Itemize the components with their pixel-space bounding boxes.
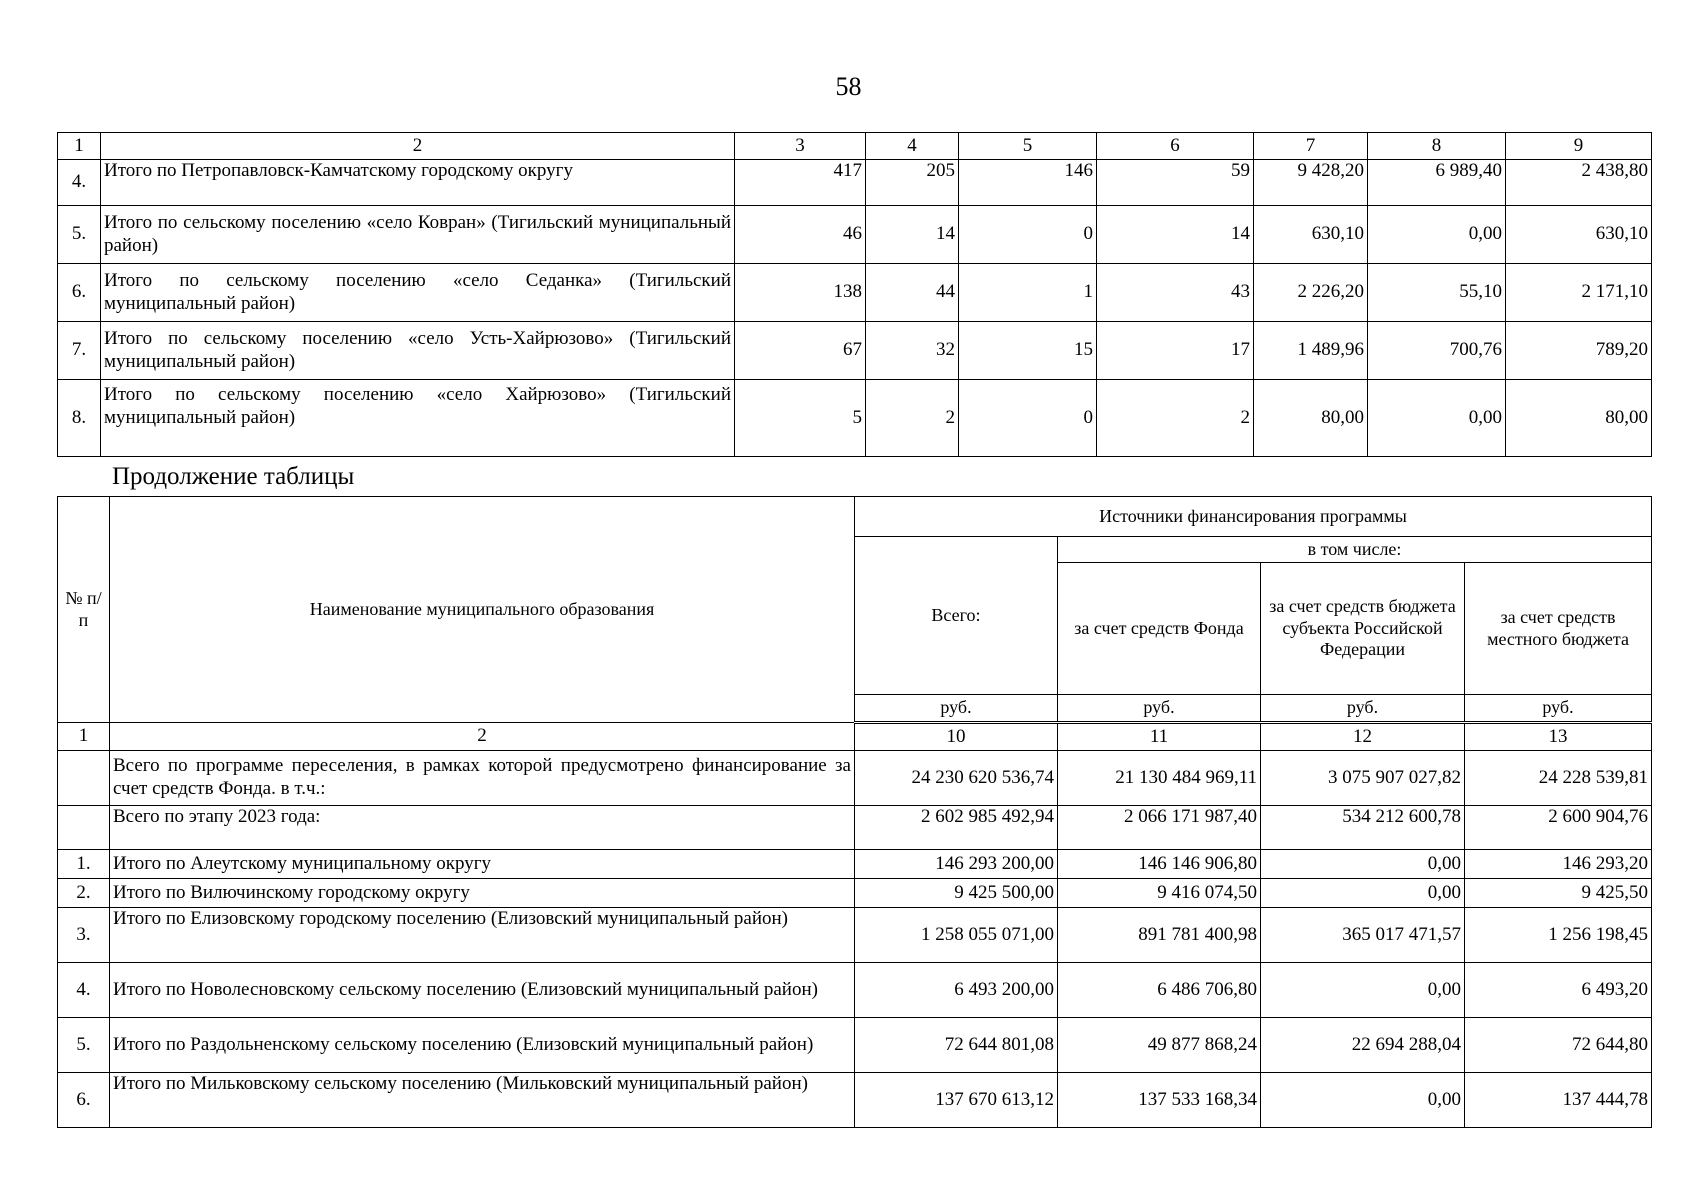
cell-value: 2 066 171 987,40 [1058, 806, 1261, 850]
header-local-budget: за счет средств местного бюджета [1465, 563, 1652, 695]
table-row [58, 206, 1652, 264]
header-total: Всего: [855, 537, 1058, 695]
row-name: Итого по Мильковскому сельскому поселению (Мильковский муниципальный район) [110, 1073, 855, 1128]
unit-label: руб. [1261, 695, 1465, 723]
cell-value: 0,00 [1368, 380, 1506, 457]
cell-value: 2 226,20 [1254, 264, 1368, 322]
cell-value: 80,00 [1506, 380, 1652, 457]
cell-value: 17 [1097, 322, 1254, 380]
financing-table [57, 496, 1652, 1128]
cell-value: 2 [1097, 380, 1254, 457]
cell-value: 891 781 400,98 [1058, 908, 1261, 963]
cell-value: 9 425 500,00 [855, 879, 1058, 908]
cell-value: 146 293,20 [1465, 850, 1652, 879]
header-row [58, 497, 1652, 537]
cell-value: 700,76 [1368, 322, 1506, 380]
row-number: 6. [58, 1073, 110, 1128]
row-number: 7. [58, 322, 101, 380]
row-number: 8. [58, 380, 101, 457]
row-number: 4. [58, 963, 110, 1018]
cell-value: 205 [866, 160, 959, 206]
table-row [58, 380, 1652, 457]
cell-value: 0,00 [1261, 879, 1465, 908]
row-name: Итого по Вилючинскому городскому округу [110, 879, 855, 908]
cell-value: 14 [866, 206, 959, 264]
row-name: Итого по Новолесновскому сельскому поселению (Елизовский муниципальный район) [110, 963, 855, 1018]
table-row [58, 806, 1652, 850]
cell-value: 365 017 471,57 [1261, 908, 1465, 963]
cell-value: 534 212 600,78 [1261, 806, 1465, 850]
cell-value: 146 146 906,80 [1058, 850, 1261, 879]
table-row [58, 908, 1652, 963]
row-number [58, 806, 110, 850]
column-number-row [58, 133, 1652, 160]
cell-value: 24 228 539,81 [1465, 751, 1652, 806]
table-row [58, 879, 1652, 908]
municipality-name: Итого по сельскому поселению «село Хайрюзово» (Тигильский муниципальный район) [101, 380, 735, 457]
cell-value: 417 [735, 160, 866, 206]
header-including: в том числе: [1058, 537, 1652, 563]
row-name: Итого по Елизовскому городскому поселению (Елизовский муниципальный район) [110, 908, 855, 963]
header-fund: за счет средств Фонда [1058, 563, 1261, 695]
table-row [58, 963, 1652, 1018]
table-row [58, 850, 1652, 879]
cell-value: 6 493 200,00 [855, 963, 1058, 1018]
cell-value: 9 416 074,50 [1058, 879, 1261, 908]
cell-value: 59 [1097, 160, 1254, 206]
col-number: 1 [58, 723, 110, 751]
municipality-name: Итого по сельскому поселению «село Ковран» (Тигильский муниципальный район) [101, 206, 735, 264]
cell-value: 43 [1097, 264, 1254, 322]
cell-value: 46 [735, 206, 866, 264]
row-name: Итого по Раздольненскому сельскому поселению (Елизовский муниципальный район) [110, 1018, 855, 1073]
row-number: 2. [58, 879, 110, 908]
cell-value: 630,10 [1506, 206, 1652, 264]
cell-value: 1 489,96 [1254, 322, 1368, 380]
housing-table-part1 [57, 132, 1652, 457]
cell-value: 14 [1097, 206, 1254, 264]
cell-value: 146 [959, 160, 1097, 206]
header-num: № п/п [58, 497, 110, 723]
col-number: 3 [735, 133, 866, 160]
cell-value: 2 438,80 [1506, 160, 1652, 206]
cell-value: 789,20 [1506, 322, 1652, 380]
col-number: 7 [1254, 133, 1368, 160]
cell-value: 67 [735, 322, 866, 380]
col-number: 2 [101, 133, 735, 160]
table-row [58, 1073, 1652, 1128]
cell-value: 22 694 288,04 [1261, 1018, 1465, 1073]
cell-value: 6 493,20 [1465, 963, 1652, 1018]
unit-label: руб. [1058, 695, 1261, 723]
cell-value: 137 670 613,12 [855, 1073, 1058, 1128]
cell-value: 137 533 168,34 [1058, 1073, 1261, 1128]
cell-value: 24 230 620 536,74 [855, 751, 1058, 806]
table-row [58, 322, 1652, 380]
column-number-row [58, 723, 1652, 751]
unit-label: руб. [1465, 695, 1652, 723]
cell-value: 15 [959, 322, 1097, 380]
table-row [58, 160, 1652, 206]
col-number: 1 [58, 133, 101, 160]
row-name: Итого по Алеутскому муниципальному округу [110, 850, 855, 879]
unit-label: руб. [855, 695, 1058, 723]
row-number: 3. [58, 908, 110, 963]
cell-value: 146 293 200,00 [855, 850, 1058, 879]
cell-value: 138 [735, 264, 866, 322]
cell-value: 2 600 904,76 [1465, 806, 1652, 850]
municipality-name: Итого по Петропавловск-Камчатскому городскому округу [101, 160, 735, 206]
col-number: 12 [1261, 723, 1465, 751]
row-number: 5. [58, 1018, 110, 1073]
col-number: 9 [1506, 133, 1652, 160]
row-number [58, 751, 110, 806]
continuation-title: Продолжение таблицы [112, 463, 355, 490]
header-subject-budget: за счет средств бюджета субъекта Российской Федерации [1261, 563, 1465, 695]
row-number: 6. [58, 264, 101, 322]
row-name: Всего по программе переселения, в рамках которой предусмотрено финансирование за счет средств Фонда. в т.ч.: [110, 751, 855, 806]
cell-value: 72 644 801,08 [855, 1018, 1058, 1073]
cell-value: 49 877 868,24 [1058, 1018, 1261, 1073]
row-number: 1. [58, 850, 110, 879]
cell-value: 55,10 [1368, 264, 1506, 322]
cell-value: 0 [959, 380, 1097, 457]
cell-value: 1 256 198,45 [1465, 908, 1652, 963]
cell-value: 3 075 907 027,82 [1261, 751, 1465, 806]
cell-value: 0 [959, 206, 1097, 264]
municipality-name: Итого по сельскому поселению «село Седанка» (Тигильский муниципальный район) [101, 264, 735, 322]
table-row [58, 264, 1652, 322]
col-number: 5 [959, 133, 1097, 160]
col-number: 10 [855, 723, 1058, 751]
cell-value: 630,10 [1254, 206, 1368, 264]
col-number: 11 [1058, 723, 1261, 751]
col-number: 2 [110, 723, 855, 751]
row-name: Всего по этапу 2023 года: [110, 806, 855, 850]
cell-value: 0,00 [1261, 850, 1465, 879]
cell-value: 6 989,40 [1368, 160, 1506, 206]
cell-value: 80,00 [1254, 380, 1368, 457]
cell-value: 44 [866, 264, 959, 322]
row-number: 4. [58, 160, 101, 206]
col-number: 4 [866, 133, 959, 160]
cell-value: 0,00 [1261, 1073, 1465, 1128]
cell-value: 2 602 985 492,94 [855, 806, 1058, 850]
header-name: Наименование муниципального образования [110, 497, 855, 723]
cell-value: 2 171,10 [1506, 264, 1652, 322]
header-sources: Источники финансирования программы [855, 497, 1652, 537]
cell-value: 72 644,80 [1465, 1018, 1652, 1073]
cell-value: 1 258 055 071,00 [855, 908, 1058, 963]
cell-value: 9 425,50 [1465, 879, 1652, 908]
cell-value: 6 486 706,80 [1058, 963, 1261, 1018]
municipality-name: Итого по сельскому поселению «село Усть-Хайрюзово» (Тигильский муниципальный район) [101, 322, 735, 380]
cell-value: 21 130 484 969,11 [1058, 751, 1261, 806]
col-number: 6 [1097, 133, 1254, 160]
cell-value: 0,00 [1368, 206, 1506, 264]
cell-value: 1 [959, 264, 1097, 322]
table-row [58, 751, 1652, 806]
col-number: 8 [1368, 133, 1506, 160]
table-row [58, 1018, 1652, 1073]
row-number: 5. [58, 206, 101, 264]
cell-value: 137 444,78 [1465, 1073, 1652, 1128]
cell-value: 0,00 [1261, 963, 1465, 1018]
cell-value: 9 428,20 [1254, 160, 1368, 206]
cell-value: 5 [735, 380, 866, 457]
cell-value: 2 [866, 380, 959, 457]
page-number: 58 [835, 72, 862, 101]
col-number: 13 [1465, 723, 1652, 751]
cell-value: 32 [866, 322, 959, 380]
